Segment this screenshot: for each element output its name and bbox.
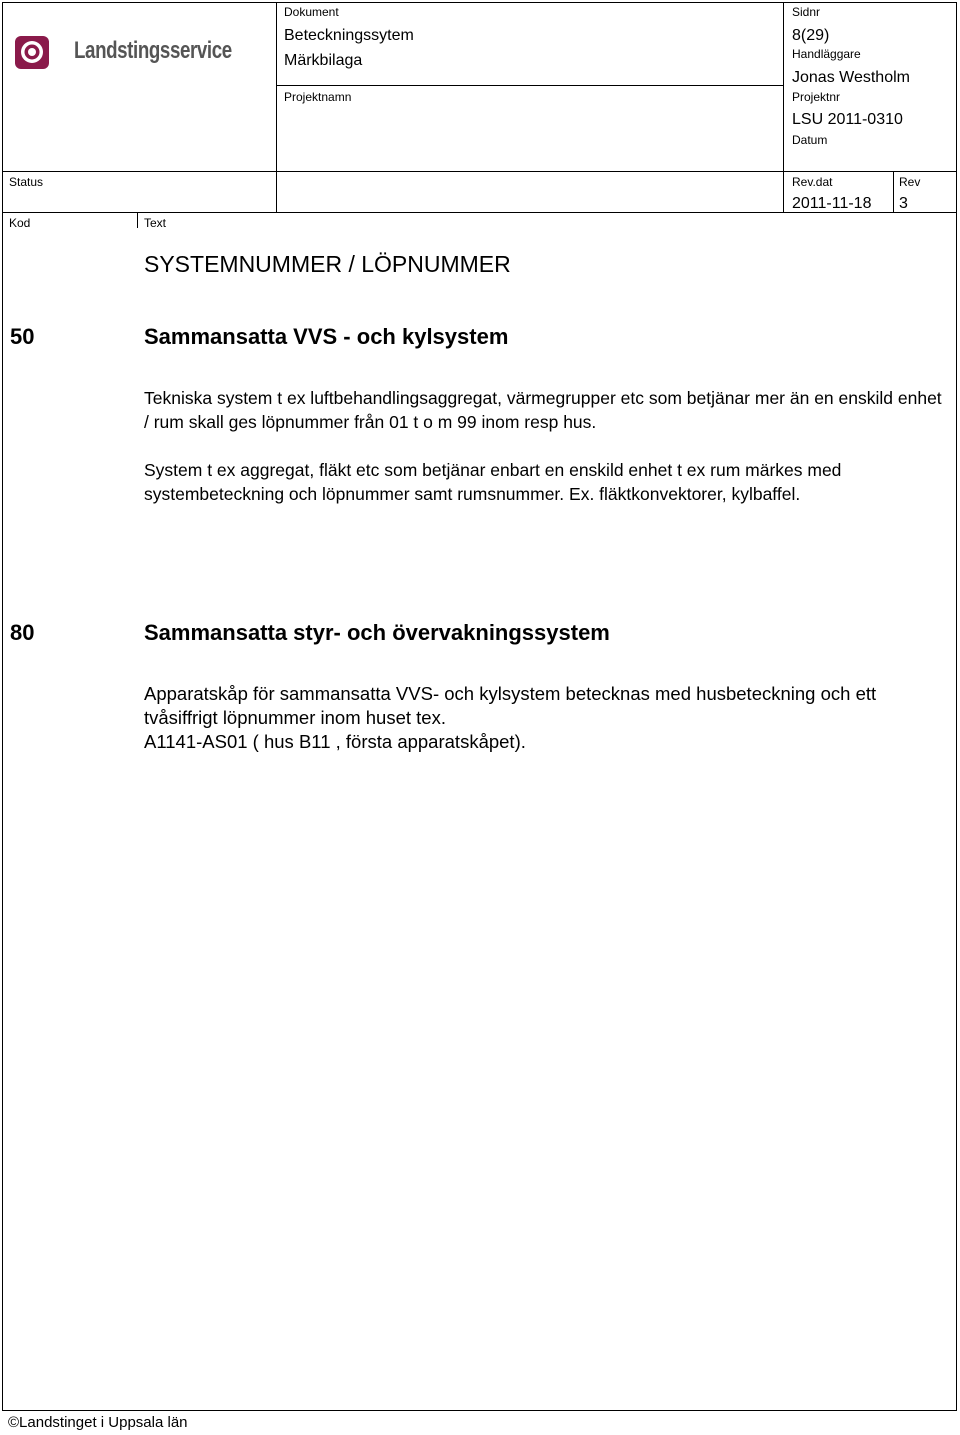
header-divider-vertical-left [276, 2, 277, 212]
section-50-paragraph-2: System t ex aggregat, fläkt etc som betjänar enbart en enskild enhet t ex rum märkes med systembeteckning och löpnummer samt rumsnummer. Ex. fläktkonvektorer, kylbaffel. [144, 460, 842, 504]
rev-label: Rev [899, 175, 921, 189]
header-divider-vertical-right [783, 2, 784, 212]
landstingsservice-logo-icon [14, 33, 54, 73]
projektnr-label: Projektnr [792, 90, 841, 104]
handlaggare-label: Handläggare [792, 47, 861, 61]
header-divider-rev [893, 171, 894, 212]
rev-value: 3 [899, 195, 908, 212]
header-divider-kod-text [137, 212, 138, 228]
logo-text: Landstingsservice [74, 37, 232, 64]
page-heading: SYSTEMNUMMER / LÖPNUMMER [144, 251, 511, 277]
sidnr-value: 8(29) [792, 27, 830, 44]
dokument-line1: Beteckningssytem [284, 27, 414, 44]
logo [14, 33, 232, 73]
section-80-paragraph-2: A1141-AS01 ( hus B11 , första apparatskåpet). [144, 731, 526, 752]
section-50-title: Sammansatta VVS - och kylsystem [144, 324, 509, 349]
dokument-label: Dokument [284, 5, 339, 19]
header-divider-h2 [2, 171, 957, 172]
section-80-title: Sammansatta styr- och övervakningssystem [144, 620, 610, 645]
revdat-value: 2011-11-18 [792, 195, 872, 212]
kod-label: Kod [9, 216, 31, 230]
footer-copyright: ©Landstinget i Uppsala län [8, 1414, 188, 1431]
status-label: Status [9, 175, 44, 189]
datum-label: Datum [792, 133, 828, 147]
section-80-number: 80 [10, 620, 35, 645]
section-50-number: 50 [10, 324, 35, 349]
revdat-label: Rev.dat [792, 175, 833, 189]
header-divider-h1 [276, 85, 783, 86]
section-50-paragraph-1: Tekniska system t ex luftbehandlingsaggregat, värmegrupper etc som betjänar mer än en enskild enhet / rum skall ges löpnummer från 01 t o m 99 inom resp hus. [144, 388, 942, 432]
handlaggare-value: Jonas Westholm [792, 69, 910, 86]
projektnr-value: LSU 2011-0310 [792, 111, 903, 128]
text-label: Text [144, 216, 167, 230]
dokument-line2: Märkbilaga [284, 52, 363, 69]
section-80-paragraph-1: Apparatskåp för sammansatta VVS- och kylsystem betecknas med husbeteckning och ett tvåsiffrigt löpnummer inom huset tex. [144, 683, 877, 728]
projektnamn-label: Projektnamn [284, 90, 352, 104]
sidnr-label: Sidnr [792, 5, 821, 19]
